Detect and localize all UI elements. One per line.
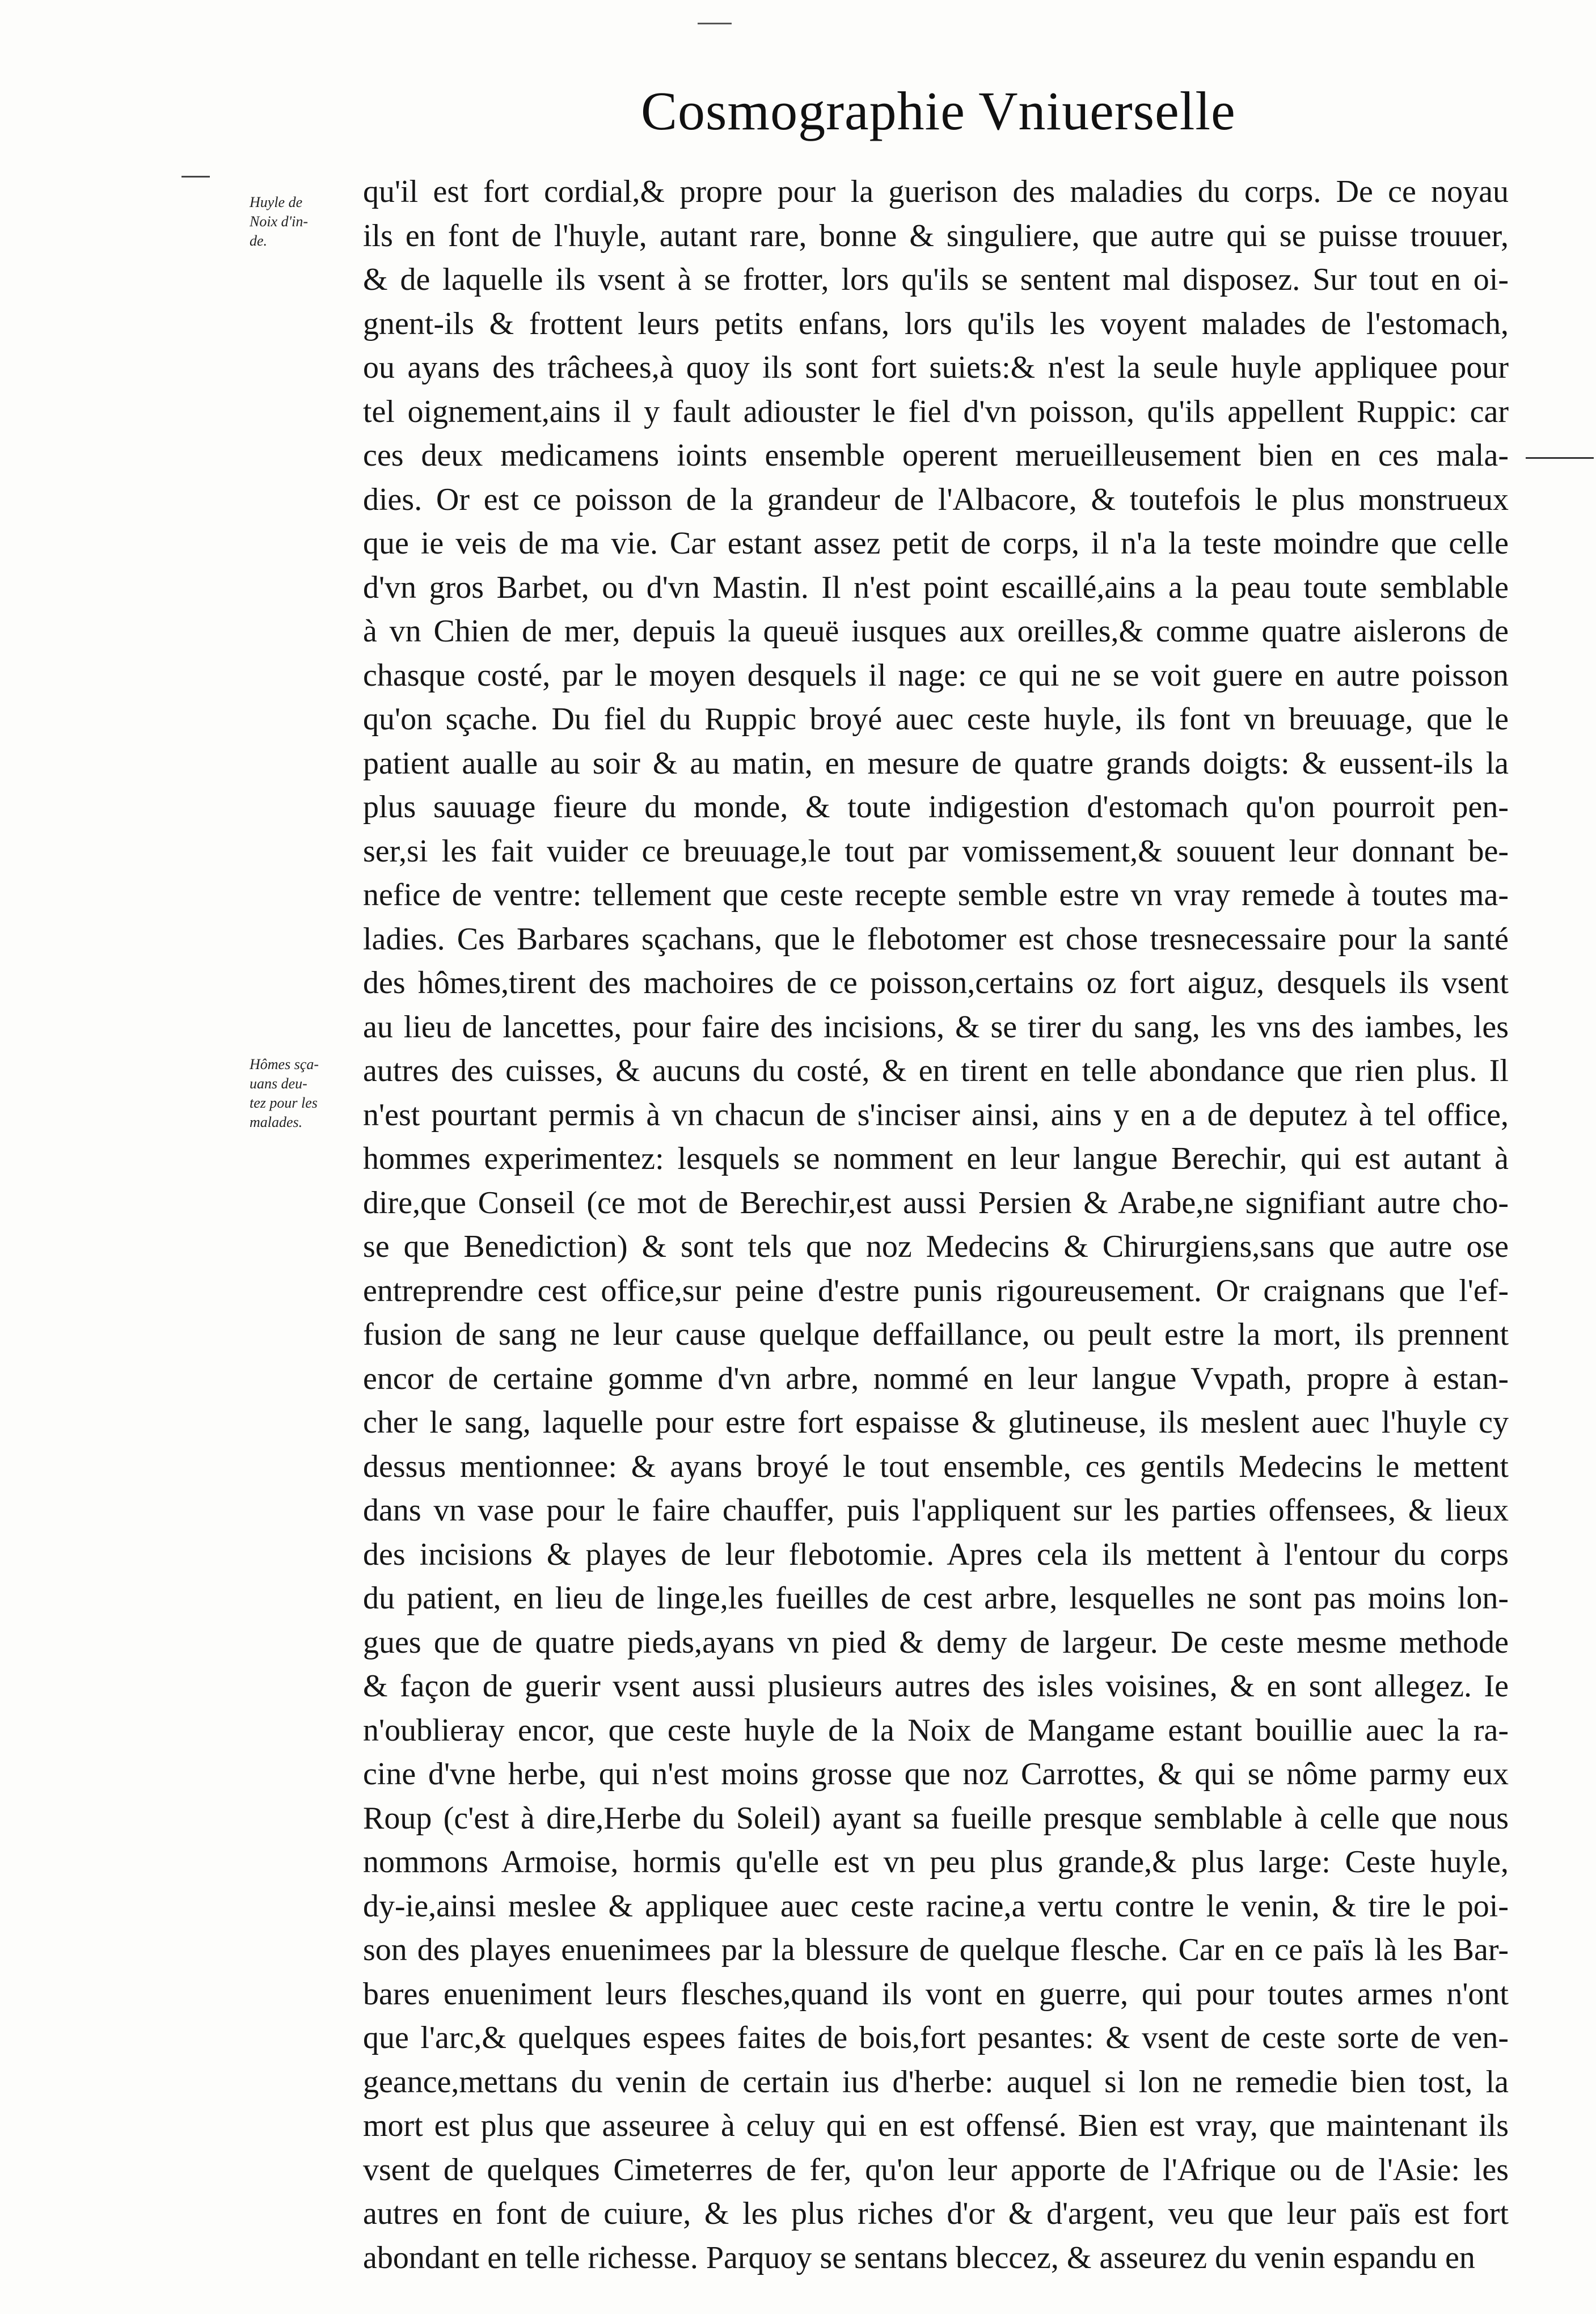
text-line: tel oignement,ains il y fault adiouster le fiel d'vn poisson, qu'ils appellent Ruppic: car <box>363 394 1509 429</box>
margin-note-line: Hômes sça- <box>250 1056 319 1072</box>
text-line: dy-ie,ainsi meslee & appliquee auec ceste racine,a vertu contre le venin, & tire le poi- <box>363 1888 1509 1924</box>
text-line: dans vn vase pour le faire chauffer, puis l'appliquent sur les parties offensees, & lieux <box>363 1493 1509 1528</box>
text-line: autres en font de cuiure, & les plus riches d'or & d'argent, veu que leur païs est fort <box>363 2196 1509 2231</box>
text-line: que ie veis de ma vie. Car estant assez petit de corps, il n'a la teste moindre que celle <box>363 526 1509 561</box>
text-line: & de laquelle ils vsent à se frotter, lors qu'ils se sentent mal disposez. Sur tout en oi- <box>363 262 1509 297</box>
text-line: ou ayans des trâchees,à quoy ils sont fort suiets:& n'est la seule huyle appliquee pour <box>363 350 1509 385</box>
text-line: bares enueniment leurs flesches,quand ils vont en guerre, qui pour toutes armes n'ont <box>363 1976 1509 2012</box>
text-line: cher le sang, laquelle pour estre fort espaisse & glutineuse, ils meslent auec l'huyle cy <box>363 1405 1509 1440</box>
margin-note-line: de. <box>250 233 268 249</box>
text-line: chasque costé, par le moyen desquels il nage: ce qui ne se voit guere en autre poisson <box>363 657 1509 693</box>
text-line: du patient, en lieu de linge,les fueilles de cest arbre, lesquelles ne sont pas moins lon- <box>363 1581 1509 1616</box>
text-line: qu'il est fort cordial,& propre pour la guerison des maladies du corps. De ce noyau <box>363 174 1509 209</box>
text-line: & façon de guerir vsent aussi plusieurs autres des isles voisines, & en sont allegez. Ie <box>363 1669 1509 1704</box>
text-line: ces deux medicamens ioints ensemble operent merueilleusement bien en ces mala- <box>363 438 1509 473</box>
text-line: Roup (c'est à dire,Herbe du Soleil) ayant sa fueille presque semblable à celle que nous <box>363 1800 1509 1836</box>
text-line: mort est plus que asseuree à celuy qui en est offensé. Bien est vray, que maintenant ils <box>363 2108 1509 2143</box>
text-line: nefice de ventre: tellement que ceste recepte semble estre vn vray remede à toutes ma- <box>363 877 1509 913</box>
text-line: abondant en telle richesse. Parquoy se sentans bleccez, & asseurez du venin espandu en <box>363 2240 1475 2275</box>
text-line: d'vn gros Barbet, ou d'vn Mastin. Il n'est point escaillé,ains a la peau toute semblable <box>363 569 1509 605</box>
text-line: des incisions & playes de leur flebotomie. Apres cela ils mettent à l'entour du corps <box>363 1536 1509 1572</box>
scan-mark-dash <box>181 176 210 178</box>
body-text <box>363 170 1509 2280</box>
text-line: hommes experimentez: lesquels se nomment en leur langue Berechir, qui est autant à <box>363 1141 1509 1176</box>
text-line: ser,si les fait vuider ce breuuage,le tout par vomissement,& souuent leur donnant be- <box>363 833 1509 869</box>
margin-note-line: Huyle de <box>250 194 303 210</box>
text-line: à vn Chien de mer, depuis la queuë iusques aux oreilles,& comme quatre aislerons de <box>363 614 1509 649</box>
margin-note-line: uans deu- <box>250 1075 307 1092</box>
text-line: ils en font de l'huyle, autant rare, bonne & singuliere, que autre qui se puisse trouuer, <box>363 218 1509 254</box>
text-line: qu'on sçache. Du fiel du Ruppic broyé auec ceste huyle, ils font vn breuuage, que le <box>363 702 1509 737</box>
text-line: n'oublieray encor, que ceste huyle de la Noix de Mangame estant bouillie auec la ra- <box>363 1712 1509 1748</box>
text-line: nommons Armoise, hormis qu'elle est vn peu plus grande,& plus large: Ceste huyle, <box>363 1844 1509 1880</box>
margin-note-line: Noix d'in- <box>250 213 309 230</box>
margin-note-2 <box>250 1055 363 1132</box>
scan-mark-rule <box>1526 457 1594 459</box>
text-line: vsent de quelques Cimeterres de fer, qu'on leur apporte de l'Afrique ou de l'Asie: les <box>363 2152 1509 2188</box>
text-line: plus sauuage fieure du monde, & toute indigestion d'estomach qu'on pourroit pen- <box>363 789 1509 825</box>
text-line: des hômes,tirent des machoires de ce poisson,certains oz fort aiguz, desquels ils vsent <box>363 965 1509 1000</box>
text-line: autres des cuisses, & aucuns du costé, & en tirent en telle abondance que rien plus. Il <box>363 1053 1509 1088</box>
text-line: n'est pourtant permis à vn chacun de s'inciser ainsi, ains y en a de deputez à tel office, <box>363 1097 1509 1133</box>
text-line: au lieu de lancettes, pour faire des incisions, & se tirer du sang, les vns des iambes, les <box>363 1009 1509 1045</box>
text-line: fusion de sang ne leur cause quelque deffaillance, ou peult estre la mort, ils prennent <box>363 1317 1509 1352</box>
text-line: dies. Or est ce poisson de la grandeur de l'Albacore, & toutefois le plus monstrueux <box>363 482 1509 517</box>
text-line: patient aualle au soir & au matin, en mesure de quatre grands doigts: & eussent-ils la <box>363 745 1509 781</box>
margin-note-1 <box>250 193 363 251</box>
margin-note-line: tez pour les <box>250 1095 318 1111</box>
text-line: que l'arc,& quelques espees faites de bois,fort pesantes: & vsent de ceste sorte de ven- <box>363 2020 1509 2055</box>
text-line: son des playes enuenimees par la blessure de quelque flesche. Car en ce païs là les Bar- <box>363 1932 1509 1967</box>
scan-mark-tick <box>698 23 732 24</box>
text-line: encor de certaine gomme d'vn arbre, nommé en leur langue Vvpath, propre à estan- <box>363 1361 1509 1396</box>
text-line: gues que de quatre pieds,ayans vn pied & demy de largeur. De ceste mesme methode <box>363 1624 1509 1660</box>
text-line: gnent-ils & frottent leurs petits enfans, lors qu'ils les voyent malades de l'estomach, <box>363 306 1509 341</box>
text-line: se que Benediction) & sont tels que noz Medecins & Chirurgiens,sans que autre ose <box>363 1229 1509 1264</box>
text-line: entreprendre cest office,sur peine d'estre punis rigoureusement. Or craignans que l'ef- <box>363 1273 1509 1308</box>
margin-note-line: malades. <box>250 1114 303 1130</box>
text-line: geance,mettans du venin de certain ius d'herbe: auquel si lon ne remedie bien tost, la <box>363 2064 1509 2100</box>
text-line: dire,que Conseil (ce mot de Berechir,est aussi Persien & Arabe,ne signifiant autre cho- <box>363 1185 1509 1221</box>
running-head-title: Cosmographie Vniuerselle <box>641 81 1236 141</box>
text-line: dessus mentionnee: & ayans broyé le tout ensemble, ces gentils Medecins le mettent <box>363 1449 1509 1484</box>
text-line: ladies. Ces Barbares sçachans, que le flebotomer est chose tresnecessaire pour la santé <box>363 921 1509 957</box>
text-line: cine d'vne herbe, qui n'est moins grosse que noz Carrottes, & qui se nôme parmy eux <box>363 1756 1509 1792</box>
